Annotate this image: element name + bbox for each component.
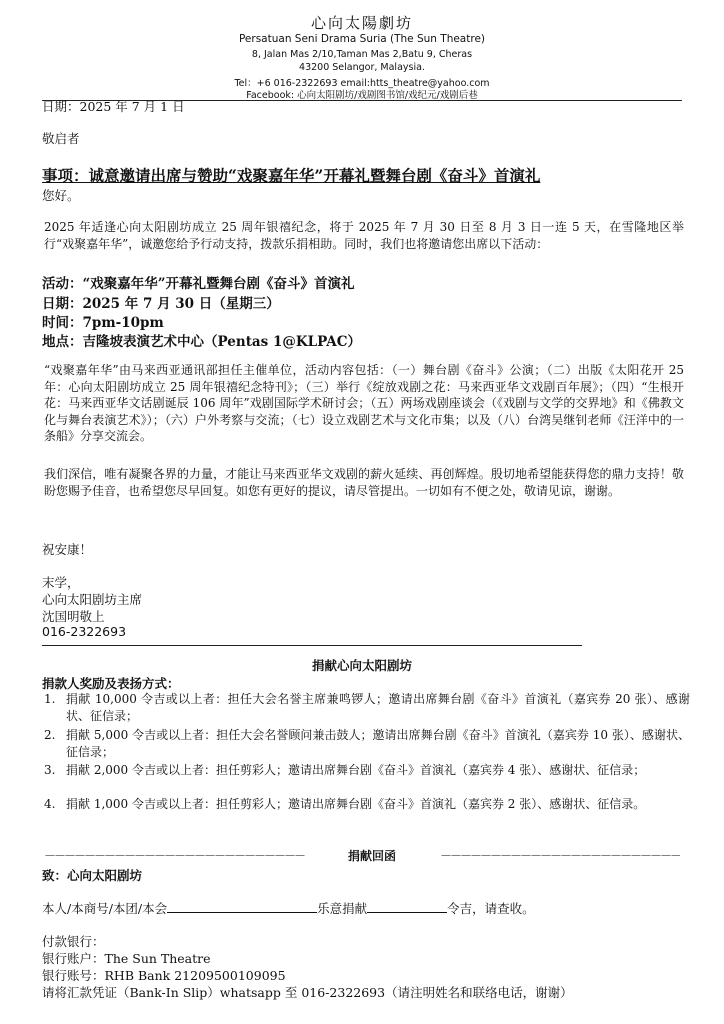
donation-form-line bbox=[42, 899, 535, 917]
details-paragraph: “戏聚嘉年华”由马来西亚通讯部担任主催单位，活动内容包括：（一）舞台剧《奋斗》公演；（二）出版《太阳花开 25 年：心向太阳剧坊成立 25 周年银禧纪念特刊》；（三）举行《绽放戏剧之花：马来西亚华文戏剧百年展》；（四）“生根开花：马来西亚华文话剧诞辰 106 周年”戏剧国际学术研讨会；（五）两场戏剧座谈会（《戏剧与文学的交界地》和《佛教文化与舞台表演艺术》）；（六）户外考察与交流；（七）设立戏剧艺术与文化市集；以及（八）台湾吴继钊老师《汪洋中的一条船》分享交流会。 bbox=[44, 363, 684, 443]
event-activity: 活动：“戏聚嘉年华”开幕礼暨舞台剧《奋斗》首演礼 bbox=[42, 276, 355, 292]
reward-tier bbox=[44, 796, 690, 813]
reward-tier-text: 捐献 2,000 令吉或以上者：担任剪彩人；邀请出席舞台剧《奋斗》首演礼（嘉宾券 4 张）、感谢状、征信录； bbox=[66, 763, 646, 777]
subject-line: 事项：诚意邀请出席与赞助“戏聚嘉年华”开幕礼暨舞台剧《奋斗》首演礼 bbox=[42, 166, 541, 185]
signer-title: 心向太阳剧坊主席 bbox=[42, 592, 143, 607]
letterhead-contact: Tel：+6 016-2322693 email:htts_theatre@yahoo.com bbox=[234, 78, 490, 89]
reward-tier-text: 捐献 5,000 令吉或以上者：担任大会名誉顾问兼击鼓人；邀请出席舞台剧《奋斗》首演礼（嘉宾券 10 张）、感谢状、征信录； bbox=[66, 728, 690, 759]
intro-paragraph: 2025 年适逢心向太阳剧坊成立 25 周年银禧纪念，将于 2025 年 7 月 30 日至 8 月 3 日一连 5 天，在雪隆地区举行“戏聚嘉年华”，诚邀您给予行动支持，拨款乐捐相助。同时，我们也将邀请您出席以下活动： bbox=[44, 220, 684, 251]
donor-name-field[interactable] bbox=[167, 900, 317, 913]
bank-label: 付款银行： bbox=[42, 934, 105, 949]
reply-title: 捐献回函 bbox=[348, 849, 397, 863]
signer-phone: 016-2322693 bbox=[42, 624, 127, 639]
reply-slip-header bbox=[44, 847, 680, 864]
event-date: 日期：2025 年 7 月 30 日（星期三） bbox=[42, 296, 280, 312]
bank-account-name: 银行账户：The Sun Theatre bbox=[42, 951, 211, 966]
signer-name: 沈国明敬上 bbox=[42, 609, 105, 624]
letterhead-facebook: Facebook: 心向太阳剧坊/戏剧图书馆/戏纪元/戏剧后巷 bbox=[246, 90, 478, 101]
greeting: 您好。 bbox=[42, 188, 80, 203]
salutation: 敬启者 bbox=[42, 131, 80, 146]
reply-to: 致：心向太阳剧坊 bbox=[42, 868, 143, 883]
rewards-heading: 捐款人奖励及表扬方式： bbox=[42, 676, 180, 691]
reward-tier-number: 4. bbox=[44, 797, 56, 811]
letterhead-address-line1: 8, Jalan Mas 2/10,Taman Mas 2,Batu 9, Cheras bbox=[251, 49, 473, 60]
whatsapp-instruction: 请将汇款凭证（Bank-In Slip）whatsapp 至 016-2322693（请注明姓名和联络电话，谢谢） bbox=[42, 985, 573, 1000]
signoff: 末学， bbox=[42, 575, 80, 590]
letterhead-title: 心向太陽劇坊 bbox=[310, 14, 413, 32]
event-time: 时间：7pm-10pm bbox=[42, 315, 164, 331]
event-venue: 地点：吉隆坡表演艺术中心（Pentas 1@KLPAC） bbox=[42, 334, 361, 350]
currency-label: 令吉，请查收。 bbox=[447, 901, 535, 916]
section-divider bbox=[42, 645, 582, 646]
donor-label: 本人/本商号/本团/本会 bbox=[42, 901, 168, 916]
reward-tier-number: 1. bbox=[44, 692, 56, 706]
letterhead-name: Persatuan Seni Drama Suria (The Sun Theatre) bbox=[238, 33, 486, 45]
reward-tier bbox=[44, 762, 690, 779]
bank-account-number: 银行账号：RHB Bank 21209500109095 bbox=[42, 968, 286, 983]
closing: 祝安康！ bbox=[42, 542, 93, 557]
donation-amount-field[interactable] bbox=[367, 900, 447, 913]
reply-dashes-left: －－－－－－－－－－－－－－－－－－－－－－－－－－ bbox=[44, 849, 305, 863]
reward-tier-text: 捐献 1,000 令吉或以上者：担任剪彩人；邀请出席舞台剧《奋斗》首演礼（嘉宾券 2 张）、感谢状、征信录。 bbox=[66, 797, 646, 811]
reward-tier-number: 2. bbox=[44, 728, 56, 742]
letter-date: 日期：2025 年 7 月 1 日 bbox=[42, 99, 185, 114]
appeal-paragraph: 我们深信，唯有凝聚各界的力量，才能让马来西亚华文戏剧的薪火延续、再创辉煌。殷切地希望能获得您的鼎力支持！敬盼您赐予佳音，也希望您尽早回复。如您有更好的提议，请尽管提出。一切如有不便之处，敬请见谅，谢谢。 bbox=[44, 467, 684, 498]
donation-title: 捐献心向太阳剧坊 bbox=[311, 658, 412, 673]
reply-dashes-right: －－－－－－－－－－－－－－－－－－－－－－－－ bbox=[440, 849, 680, 863]
donate-label: 乐意捐献 bbox=[317, 901, 368, 916]
reward-tier-number: 3. bbox=[44, 763, 56, 777]
letterhead-address-line2: 43200 Selangor, Malaysia. bbox=[299, 62, 425, 73]
reward-tier bbox=[44, 727, 690, 761]
reward-tier bbox=[44, 691, 690, 725]
reward-tier-text: 捐献 10,000 令吉或以上者：担任大会名誉主席兼鸣锣人；邀请出席舞台剧《奋斗》首演礼（嘉宾券 20 张）、感谢状、征信录； bbox=[66, 692, 690, 723]
